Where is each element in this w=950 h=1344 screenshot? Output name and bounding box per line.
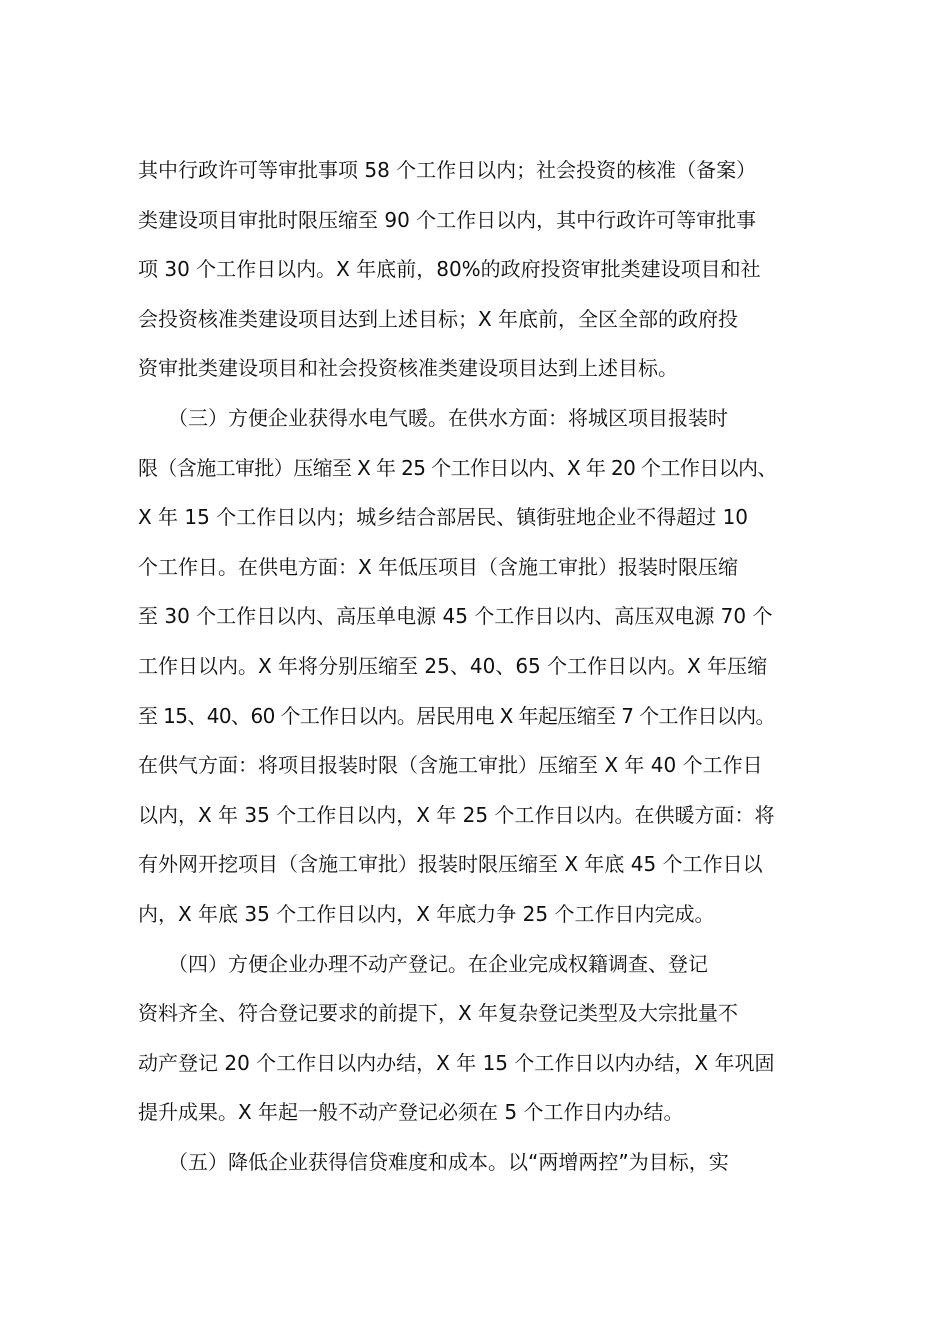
body-text xyxy=(138,146,838,1187)
section-heading-line: （三）方便企业获得水电气暖。在供水方面：将城区项目报装时 xyxy=(138,405,728,430)
text-line: 内，X 年底 35 个工作日以内，X 年底力争 25 个工作日内完成。 xyxy=(138,901,715,926)
text-line: 个工作日。在供电方面：X 年低压项目（含施工审批）报装时限压缩 xyxy=(138,554,739,579)
text-line: X 年 15 个工作日以内；城乡结合部居民、镇街驻地企业不得超过 10 xyxy=(138,505,749,530)
text-line: 类建设项目审批时限压缩至 90 个工作日以内，其中行政许可等审批事 xyxy=(138,207,757,232)
text-line: 在供气方面：将项目报装时限（含施工审批）压缩至 X 年 40 个工作日 xyxy=(138,753,763,778)
section-heading-line: （四）方便企业办理不动产登记。在企业完成权籍调查、登记 xyxy=(138,951,708,976)
section-heading-line: （五）降低企业获得信贷难度和成本。以“两增两控”为目标，实 xyxy=(138,1149,729,1174)
text-line: 其中行政许可等审批事项 58 个工作日以内；社会投资的核准（备案） xyxy=(138,158,757,182)
text-line: 工作日以内。X 年将分别压缩至 25、40、65 个工作日以内。X 年压缩 xyxy=(138,653,768,678)
text-line: 资料齐全、符合登记要求的前提下，X 年复杂登记类型及大宗批量不 xyxy=(138,1001,739,1026)
text-line: 动产登记 20 个工作日以内办结，X 年 15 个工作日以内办结，X 年巩固 xyxy=(138,1050,775,1075)
text-line: 有外网开挖项目（含施工审批）报装时限压缩至 X 年底 45 个工作日以 xyxy=(138,852,763,877)
text-line: 以内，X 年 35 个工作日以内，X 年 25 个工作日以内。在供暖方面：将 xyxy=(138,802,775,827)
text-line: 项 30 个工作日以内。X 年底前，80%的政府投资审批类建设项目和社 xyxy=(138,257,761,282)
text-line: 至 30 个工作日以内、高压单电源 45 个工作日以内、高压双电源 70 个 xyxy=(138,604,773,629)
text-line: 提升成果。X 年起一般不动产登记必须在 5 个工作日内办结。 xyxy=(138,1100,684,1125)
text-line: 限（含施工审批）压缩至 X 年 25 个工作日以内、X 年 20 个工作日以内、 xyxy=(138,455,777,480)
text-line: 至 15、40、60 个工作日以内。居民用电 X 年起压缩至 7 个工作日以内。 xyxy=(138,703,775,728)
text-line: 会投资核准类建设项目达到上述目标；X 年底前，全区全部的政府投 xyxy=(138,306,739,331)
text-line: 资审批类建设项目和社会投资核准类建设项目达到上述目标。 xyxy=(138,356,678,381)
